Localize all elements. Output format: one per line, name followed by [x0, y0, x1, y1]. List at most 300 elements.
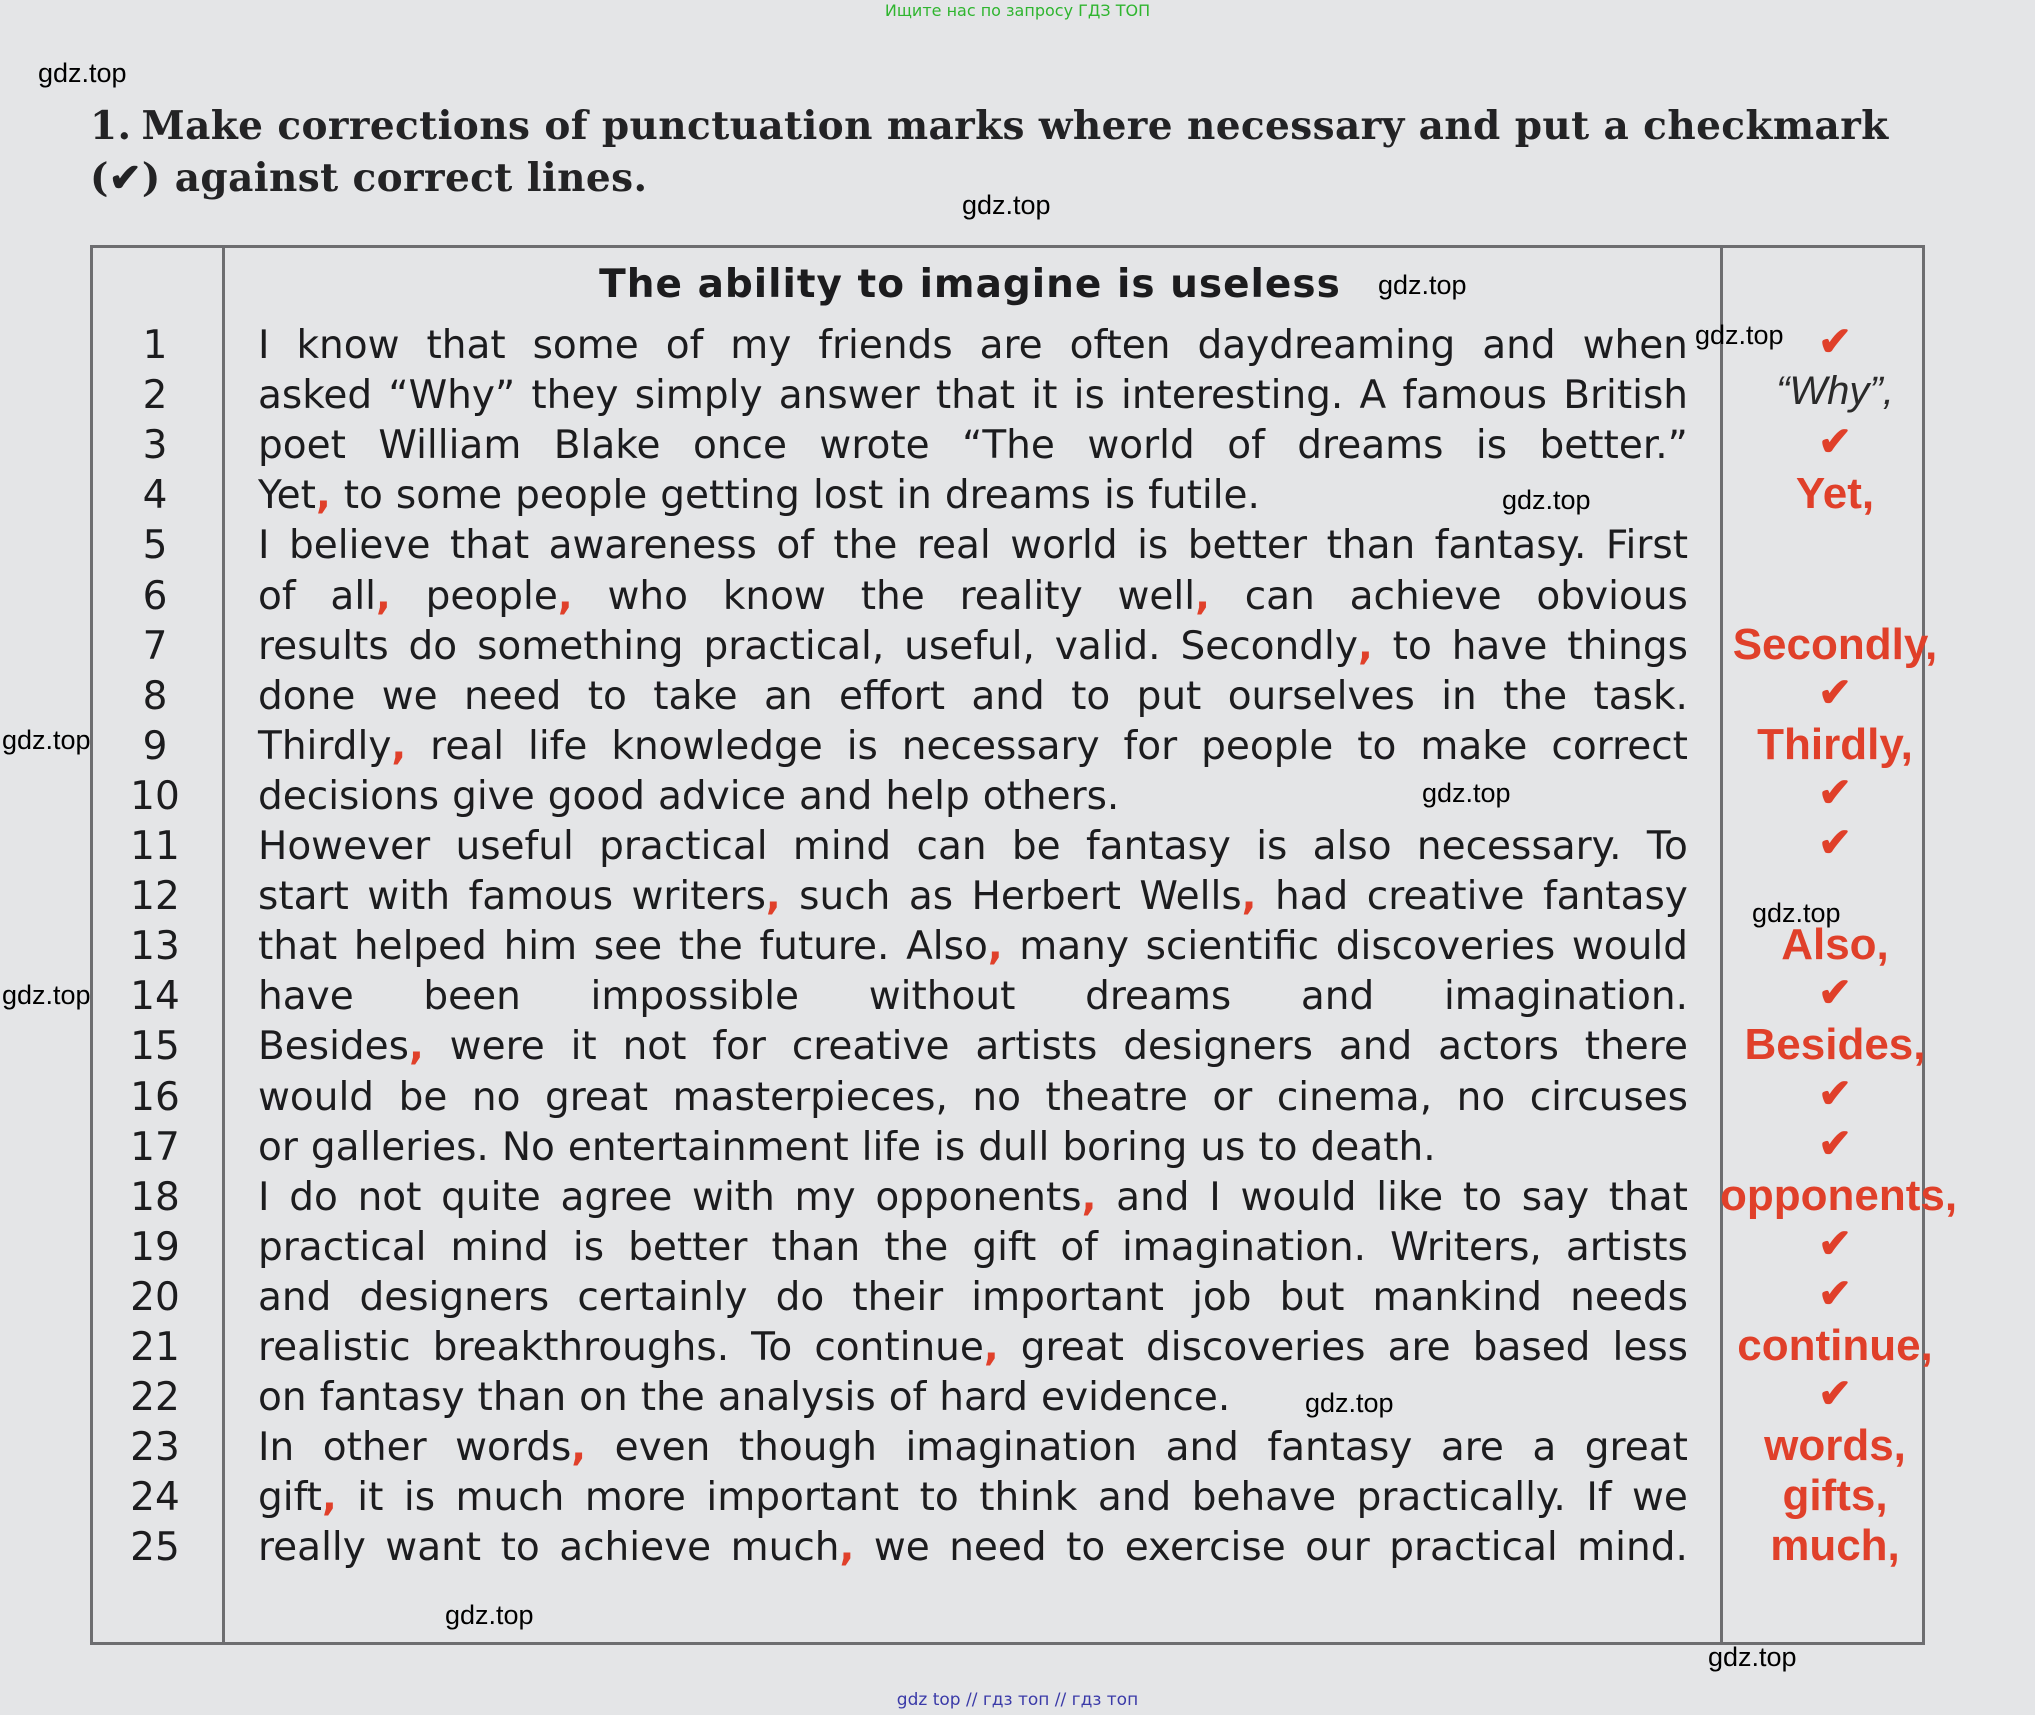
word: real	[916, 523, 991, 568]
word: galleries.	[310, 1125, 489, 1170]
word: evidence.	[1041, 1375, 1231, 1420]
text-line	[258, 974, 1688, 1024]
word: no	[471, 1075, 521, 1120]
line-number: 23	[130, 1425, 180, 1470]
top-banner: Ищите нас по запросу ГДЗ ТОП	[884, 1, 1151, 20]
checkmark-icon: ✔	[1818, 671, 1852, 715]
answer-correction: much,	[1770, 1521, 1900, 1570]
inserted-comma: ,	[1357, 624, 1373, 669]
word: actors	[1438, 1024, 1559, 1069]
inserted-comma: ,	[765, 874, 781, 919]
word: William	[378, 423, 522, 468]
line-number: 22	[130, 1375, 180, 1420]
line-number: 19	[130, 1225, 180, 1270]
word: Wells,	[1139, 874, 1257, 919]
word: interesting.	[1121, 373, 1344, 418]
line-number: 6	[142, 574, 168, 619]
word: based	[1472, 1325, 1591, 1370]
word: and	[1338, 1024, 1413, 1069]
line-number: 3	[142, 423, 168, 468]
word: we	[381, 674, 438, 719]
word: future.	[759, 924, 890, 969]
checkmark-icon: ✔	[1818, 1372, 1852, 1416]
word: to	[919, 1475, 959, 1520]
word: in	[1441, 674, 1477, 719]
text-line	[258, 1475, 1688, 1525]
word: mind	[450, 1225, 549, 1270]
word: great	[1020, 1325, 1124, 1370]
word: effort	[838, 674, 946, 719]
word: In	[258, 1425, 295, 1470]
word: also	[1312, 824, 1392, 869]
answer-correction: continue,	[1737, 1321, 1933, 1370]
word: to	[587, 674, 627, 719]
line-number: 7	[142, 624, 168, 669]
word: Thirdly,	[258, 724, 407, 769]
word: discoveries	[1335, 924, 1556, 969]
line-number: 15	[130, 1024, 180, 1069]
word: when	[1582, 323, 1688, 368]
line-number: 18	[130, 1175, 180, 1220]
word: want	[385, 1525, 482, 1570]
word: of	[1060, 1225, 1098, 1270]
text-line	[258, 1275, 1688, 1325]
word: see	[593, 924, 663, 969]
word: they	[531, 373, 619, 418]
word: do	[408, 624, 458, 669]
text-line	[258, 624, 1688, 674]
word: of	[1227, 423, 1265, 468]
word: it	[1031, 373, 1058, 418]
word: task.	[1593, 674, 1688, 719]
word: more	[584, 1475, 686, 1520]
word: we	[1632, 1475, 1688, 1520]
answer-correction: “Why”,	[1776, 369, 1894, 413]
watermark: gdz.top	[1752, 898, 1841, 928]
word: world	[1010, 523, 1118, 568]
word: helped	[353, 924, 487, 969]
watermark: gdz.top	[1708, 1642, 1797, 1672]
word: who	[607, 574, 688, 619]
word: were	[449, 1024, 545, 1069]
word: However	[258, 824, 431, 869]
watermark: gdz.top	[2, 725, 91, 755]
text-line	[258, 574, 1688, 624]
watermark: gdz.top	[962, 190, 1051, 220]
word: an	[763, 674, 813, 719]
word: think	[979, 1475, 1078, 1520]
word: continue,	[814, 1325, 999, 1370]
word: asked	[258, 373, 373, 418]
word: Writers,	[1390, 1225, 1542, 1270]
word: fantasy	[1085, 824, 1231, 869]
text-line	[258, 473, 1688, 523]
word: necessary.	[1416, 824, 1622, 869]
word: awareness	[548, 523, 757, 568]
word: knowledge	[611, 724, 823, 769]
word: and	[971, 674, 1045, 719]
word: practical	[599, 824, 768, 869]
word: some	[395, 473, 503, 518]
word: the	[833, 523, 898, 568]
word: I	[1209, 1175, 1221, 1220]
word: better	[1187, 523, 1308, 568]
watermark: gdz.top	[38, 58, 127, 88]
word: to	[1462, 1175, 1503, 1220]
word: of	[888, 1375, 927, 1420]
word: is	[846, 724, 878, 769]
word: know	[296, 323, 400, 368]
watermark: gdz.top	[2, 980, 91, 1010]
line-number: 24	[130, 1475, 180, 1520]
word: Besides,	[258, 1024, 424, 1069]
word: great	[544, 1075, 649, 1120]
word: for	[1123, 724, 1178, 769]
line-number: 17	[130, 1125, 180, 1170]
text-line	[258, 824, 1688, 874]
word: good	[547, 774, 645, 819]
word: the	[678, 924, 743, 969]
word: Blake	[553, 423, 661, 468]
word: but	[1279, 1275, 1345, 1320]
word: or	[258, 1125, 298, 1170]
bottom-banner: gdz top // гдз топ // гдз топ	[896, 1690, 1139, 1710]
word: are	[1440, 1425, 1504, 1470]
checkmark-icon: ✔	[1818, 1072, 1852, 1116]
word: gift	[972, 1225, 1037, 1270]
word: “Why”	[388, 373, 516, 418]
text-line	[258, 373, 1688, 423]
word: that	[258, 924, 338, 969]
word: imagination	[905, 1425, 1138, 1470]
word: life	[861, 1125, 922, 1170]
word: fantasy.	[1434, 523, 1587, 568]
word: though	[738, 1425, 877, 1470]
word: achieve	[559, 1525, 712, 1570]
word: I	[258, 523, 270, 568]
word: is	[934, 1125, 966, 1170]
line-number: 4	[142, 473, 168, 518]
word: well,	[1117, 574, 1210, 619]
word: the	[1503, 674, 1568, 719]
word: To	[1646, 824, 1688, 869]
word: Herbert	[971, 874, 1121, 919]
word: is	[1137, 523, 1169, 568]
inserted-comma: ,	[983, 1325, 999, 1370]
answer-correction: Also,	[1781, 920, 1889, 969]
word: analysis	[717, 1375, 876, 1420]
word: and	[1116, 1175, 1190, 1220]
inserted-comma: ,	[1195, 574, 1210, 619]
word: If	[1586, 1475, 1612, 1520]
inserted-comma: ,	[839, 1525, 855, 1570]
word: would	[1571, 924, 1688, 969]
word: on	[579, 1375, 628, 1420]
word: futile.	[1148, 473, 1260, 518]
word: important	[971, 1275, 1164, 1320]
word: my	[730, 323, 792, 368]
word: do	[289, 1175, 338, 1220]
watermark: gdz.top	[1305, 1388, 1394, 1418]
word: something	[477, 624, 684, 669]
word: to	[1066, 1525, 1106, 1570]
word: breakthroughs.	[432, 1325, 730, 1370]
word: than	[1326, 523, 1416, 568]
word: are	[1387, 1325, 1451, 1370]
word: our	[1305, 1525, 1370, 1570]
word: masterpieces,	[672, 1075, 948, 1120]
word: all,	[330, 574, 391, 619]
checkmark-icon: ✔	[1818, 1222, 1852, 1266]
word: people	[1201, 724, 1334, 769]
word: people	[515, 473, 648, 518]
word: scientific	[1145, 924, 1320, 969]
word: there	[1584, 1024, 1688, 1069]
word: mind	[792, 824, 892, 869]
word: valid.	[1054, 624, 1161, 669]
word: have	[1451, 624, 1548, 669]
word: do	[775, 1275, 825, 1320]
word: Secondly,	[1180, 624, 1373, 669]
watermark: gdz.top	[1502, 485, 1591, 515]
word: believe	[288, 523, 431, 568]
word: of	[776, 523, 814, 568]
word: such	[799, 874, 891, 919]
word: agree	[560, 1175, 673, 1220]
word: start	[258, 874, 349, 919]
word: once	[692, 423, 787, 468]
word: answer	[778, 373, 920, 418]
word: designers	[359, 1275, 550, 1320]
word: had	[1274, 874, 1349, 919]
word: results	[258, 624, 389, 669]
word: is	[403, 1475, 436, 1520]
word: cinema,	[1276, 1075, 1433, 1120]
watermark: gdz.top	[1422, 778, 1511, 808]
word: have	[258, 974, 354, 1019]
word: for	[712, 1024, 766, 1069]
word: is	[572, 1225, 605, 1270]
watermark: gdz.top	[1695, 320, 1784, 350]
word: would	[1240, 1175, 1357, 1220]
word: reality	[959, 574, 1083, 619]
word: their	[852, 1275, 944, 1320]
word: decisions	[258, 774, 440, 819]
word: and	[258, 1275, 332, 1320]
word: things	[1567, 624, 1688, 669]
inserted-comma: ,	[321, 1475, 337, 1520]
word: better.”	[1539, 423, 1688, 468]
word: like	[1376, 1175, 1444, 1220]
word: Yet,	[258, 473, 331, 518]
word: circuses	[1529, 1075, 1688, 1120]
line-number-divider	[222, 245, 225, 1645]
line-number: 10	[130, 774, 180, 819]
word: No	[501, 1125, 555, 1170]
word: artists	[1565, 1225, 1688, 1270]
word: be	[398, 1075, 448, 1120]
word: simply	[634, 373, 763, 418]
line-number: 14	[130, 974, 180, 1019]
word: and	[1482, 323, 1556, 368]
word: say	[1521, 1175, 1590, 1220]
word: useful,	[904, 624, 1035, 669]
checkmark-icon: ✔	[1818, 971, 1852, 1015]
word: famous	[468, 874, 614, 919]
text-line	[258, 323, 1688, 373]
task-text-line-1: Make corrections of punctuation marks where necessary and put a checkmark	[141, 103, 1889, 149]
word: than	[771, 1225, 861, 1270]
word: no	[972, 1075, 1021, 1120]
word: as	[908, 874, 954, 919]
word: no	[1456, 1075, 1506, 1120]
word: real	[430, 724, 505, 769]
word: death.	[1310, 1125, 1436, 1170]
text-line	[258, 1375, 1688, 1425]
word: less	[1612, 1325, 1688, 1370]
answer-correction: Secondly,	[1732, 620, 1938, 669]
word: practically.	[1356, 1475, 1566, 1520]
word: can	[916, 824, 987, 869]
word: and	[1165, 1425, 1239, 1470]
word: dreams	[1085, 974, 1232, 1019]
word: is	[1475, 423, 1508, 468]
checkmark-icon: ✔	[1818, 1272, 1852, 1316]
word: creative	[1366, 874, 1525, 919]
word: others.	[982, 774, 1120, 819]
word: is	[1073, 373, 1105, 418]
word: people,	[425, 574, 573, 619]
word: theatre	[1045, 1075, 1188, 1120]
word: put	[1136, 674, 1202, 719]
word: to	[1258, 1125, 1298, 1170]
word: imagination.	[1121, 1225, 1367, 1270]
word: make	[1420, 724, 1528, 769]
word: not	[357, 1175, 422, 1220]
word: can	[1244, 574, 1315, 619]
line-number: 1	[142, 323, 168, 368]
answer-correction: Besides,	[1744, 1020, 1926, 1069]
watermark: gdz.top	[1378, 270, 1467, 300]
word: discoveries	[1146, 1325, 1366, 1370]
word: practical,	[703, 624, 885, 669]
word: to	[1392, 624, 1432, 669]
word: hard	[939, 1375, 1029, 1420]
line-number: 5	[142, 523, 168, 568]
word: we	[873, 1525, 930, 1570]
word: done	[258, 674, 356, 719]
word: wrote	[819, 423, 930, 468]
checkmark-icon: ✔	[1818, 771, 1852, 815]
text-heading: The ability to imagine is useless	[599, 262, 1341, 307]
word: would	[258, 1075, 375, 1120]
word: without	[868, 974, 1016, 1019]
word: take	[653, 674, 738, 719]
inserted-comma: ,	[315, 473, 331, 518]
word: writers,	[631, 874, 781, 919]
checkmark-icon: ✔	[1818, 1122, 1852, 1166]
word: dreams	[944, 473, 1091, 518]
word: British	[1563, 373, 1688, 418]
word: to	[500, 1525, 540, 1570]
inserted-comma: ,	[376, 574, 391, 619]
word: poet	[258, 423, 346, 468]
word: dreams	[1297, 423, 1444, 468]
text-line	[258, 1225, 1688, 1275]
word: him	[503, 924, 578, 969]
word: mankind	[1372, 1275, 1543, 1320]
word: opponents,	[875, 1175, 1097, 1220]
answer-correction: gifts,	[1782, 1471, 1888, 1520]
answer-correction: Thirdly,	[1757, 720, 1913, 769]
word: ourselves	[1227, 674, 1415, 719]
word: some	[532, 323, 639, 368]
word: the	[884, 1225, 949, 1270]
word: job	[1192, 1275, 1252, 1320]
line-number: 11	[130, 824, 180, 869]
line-number: 16	[130, 1075, 180, 1120]
text-line	[258, 1325, 1688, 1375]
word: First	[1605, 523, 1688, 568]
word: many	[1019, 924, 1129, 969]
word: useful	[455, 824, 574, 869]
word: dull	[978, 1125, 1050, 1170]
word: friends	[818, 323, 953, 368]
text-line	[258, 1425, 1688, 1475]
line-number: 21	[130, 1325, 180, 1370]
word: gift,	[258, 1475, 337, 1520]
word: exercise	[1124, 1525, 1286, 1570]
word: creative	[791, 1024, 950, 1069]
word: that	[935, 373, 1016, 418]
word: even	[614, 1425, 711, 1470]
word: on	[258, 1375, 307, 1420]
word: with	[692, 1175, 775, 1220]
word: practical	[1389, 1525, 1558, 1570]
word: need	[949, 1525, 1047, 1570]
inserted-comma: ,	[987, 924, 1003, 969]
word: much,	[730, 1525, 855, 1570]
line-number: 13	[130, 924, 180, 969]
word: to	[1071, 674, 1111, 719]
inserted-comma: ,	[557, 574, 573, 619]
word: and	[1300, 974, 1375, 1019]
word: boring	[1062, 1125, 1188, 1170]
word: really	[258, 1525, 366, 1570]
line-number: 12	[130, 874, 180, 919]
word: much	[455, 1475, 565, 1520]
word: that	[1608, 1175, 1688, 1220]
inserted-comma: ,	[391, 724, 407, 769]
word: of	[665, 323, 704, 368]
word: world	[1087, 423, 1195, 468]
task-number: 1.	[90, 103, 132, 149]
word: realistic	[258, 1325, 411, 1370]
word: than	[477, 1375, 567, 1420]
line-number: 20	[130, 1275, 180, 1320]
word: certainly	[577, 1275, 748, 1320]
word: of	[258, 574, 296, 619]
word: us	[1200, 1125, 1246, 1170]
checkmark-icon: ✔	[1818, 420, 1852, 464]
word: other	[322, 1425, 427, 1470]
word: are	[979, 323, 1043, 368]
line-number: 9	[142, 724, 168, 769]
word: correct	[1551, 724, 1688, 769]
word: fantasy	[1542, 874, 1688, 919]
word: and	[799, 774, 873, 819]
word: fantasy	[1267, 1425, 1413, 1470]
